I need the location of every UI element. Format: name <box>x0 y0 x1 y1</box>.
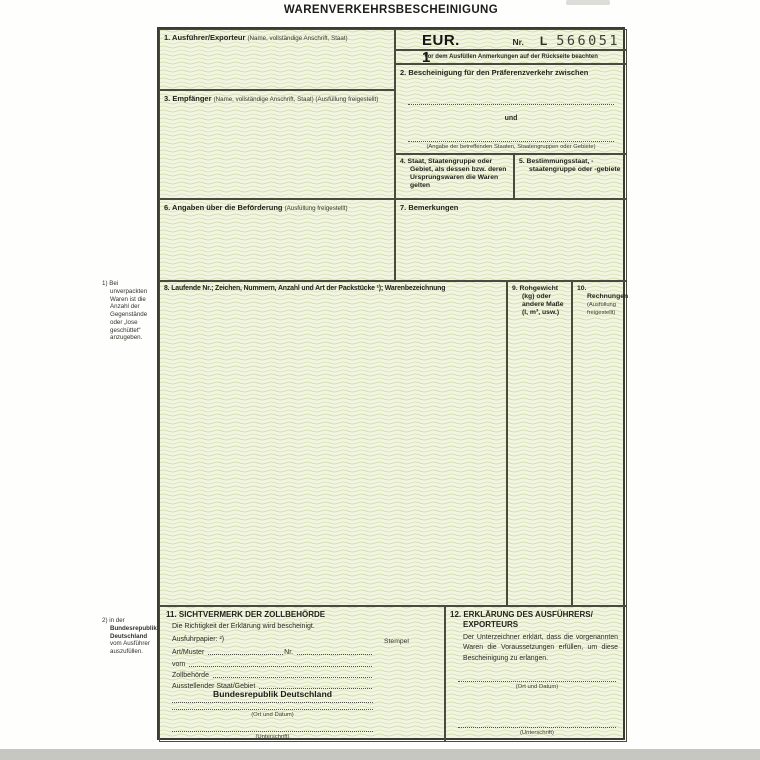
eur1-label: EUR. 1 <box>422 32 460 66</box>
stamp-label: Stempel <box>384 638 409 645</box>
box-7-remarks <box>395 199 627 281</box>
dotted-field-line <box>408 141 614 142</box>
box-11-zollbehoerde-row: Zollbehörde <box>172 672 373 679</box>
box-2-label: 2. Bescheinigung für den Präferenzverkehr zwischen <box>400 68 589 77</box>
box-12-declaration-text: Der Unterzeichner erklärt, dass die vorgenannten Waren die Voraussetzungen erfüllen, um diese Bescheinigung zu erlangen. <box>463 634 618 662</box>
box-1-exporter <box>159 29 395 90</box>
box-10-invoices <box>572 281 627 606</box>
notice-bar <box>395 50 627 64</box>
serial-nr-label: Nr. <box>512 37 524 47</box>
eur1-certificate-form <box>157 27 629 740</box>
footnote-2: 2) in der Bundesrepublik Deutschland vom Ausführer auszufüllen. <box>102 617 157 655</box>
scan-edge-bottom <box>0 749 760 760</box>
box-1-label: 1. Ausführer/Exporteur (Name, vollständige Anschrift, Staat) <box>164 33 348 42</box>
dotted-field-line <box>297 649 372 655</box>
dotted-field-line <box>208 649 283 655</box>
box-5-label: 5. Bestimmungsstaat, -staatengruppe oder -gebiete <box>519 158 621 174</box>
ort-datum-caption: (Ort und Datum) <box>515 684 559 690</box>
footnote-1: 1) Bei unverpackten Waren ist die Anzahl der Gegenstände oder „lose geschüttet“ anzugeben. <box>102 280 148 342</box>
box-2-preference-traffic <box>395 64 627 154</box>
unterschrift-caption: (Unterschrift) <box>255 734 290 740</box>
box-2-hint: (Angabe der betreffenden Staaten, Staatengruppen oder Gebiete) <box>426 144 596 150</box>
scan-smudge <box>566 0 610 5</box>
box-5-destination-country <box>514 154 627 199</box>
box-10-label: 10. Rechnungen (Ausfüllung freigestellt) <box>577 285 629 317</box>
ort-datum-caption: (Ort und Datum) <box>251 712 294 718</box>
box-8-label: 8. Laufende Nr.; Zeichen, Nummern, Anzahl und Art der Packstücke ¹); Warenbezeichnung <box>164 285 446 292</box>
box-6-label: 6. Angaben über die Beförderung (Ausfüllung freigestellt) <box>164 203 348 212</box>
box-7-label: 7. Bemerkungen <box>400 203 459 212</box>
box-9-gross-weight <box>507 281 572 606</box>
box-12-title-line1: 12. ERKLÄRUNG DES AUSFÜHRERS/ <box>450 610 593 619</box>
signature-line <box>172 731 373 732</box>
dotted-field-line <box>408 104 614 105</box>
box-12-exporter-declaration <box>445 606 627 742</box>
box-9-label: 9. Rohgewicht (kg) oder andere Maße (l, m³, usw.) <box>512 285 564 317</box>
box-4-label: 4. Staat, Staatengruppe oder Gebiet, als dessen bzw. deren Ursprungswaren die Waren gelten <box>400 158 507 190</box>
signature-line <box>172 709 373 710</box>
box-4-origin-country <box>395 154 514 199</box>
dotted-field-line <box>213 672 372 678</box>
serial-letter: L <box>539 34 548 48</box>
box-11-country: Bundesrepublik Deutschland <box>172 689 373 703</box>
form-title: WARENVERKEHRSBESCHEINIGUNG <box>283 4 499 16</box>
box-11-customs-endorsement <box>159 606 445 742</box>
box-11-art-muster-row: Art/Muster Nr. <box>172 649 373 656</box>
box-11-line2: Ausfuhrpapier: ²) <box>172 636 225 643</box>
notice-text: Vor dem Ausfüllen Anmerkungen auf der Rückseite beachten <box>424 54 598 60</box>
box-11-title: 11. SICHTVERMERK DER ZOLLBEHÖRDE <box>166 610 326 619</box>
box-8-goods-description <box>159 281 507 606</box>
box-12-title-line2: EXPORTEURS <box>463 619 519 629</box>
dotted-field-line <box>189 661 372 667</box>
signature-line <box>458 681 616 682</box>
box-3-label: 3. Empfänger (Name, vollständige Anschrift, Staat) (Ausfüllung freigestellt) <box>164 94 379 103</box>
box-6-transport <box>159 199 395 281</box>
serial-number: 566051 <box>556 33 620 49</box>
signature-line <box>458 727 616 728</box>
box-11-vom-row: vom <box>172 661 373 668</box>
unterschrift-caption: (Unterschrift) <box>519 730 555 736</box>
connector-und: und <box>504 115 518 122</box>
box-3-consignee <box>159 90 395 199</box>
box-11-issuing-state-row: Ausstellender Staat/Gebiet <box>172 683 373 690</box>
box-11-line1: Die Richtigkeit der Erklärung wird bescheinigt. <box>172 623 315 630</box>
